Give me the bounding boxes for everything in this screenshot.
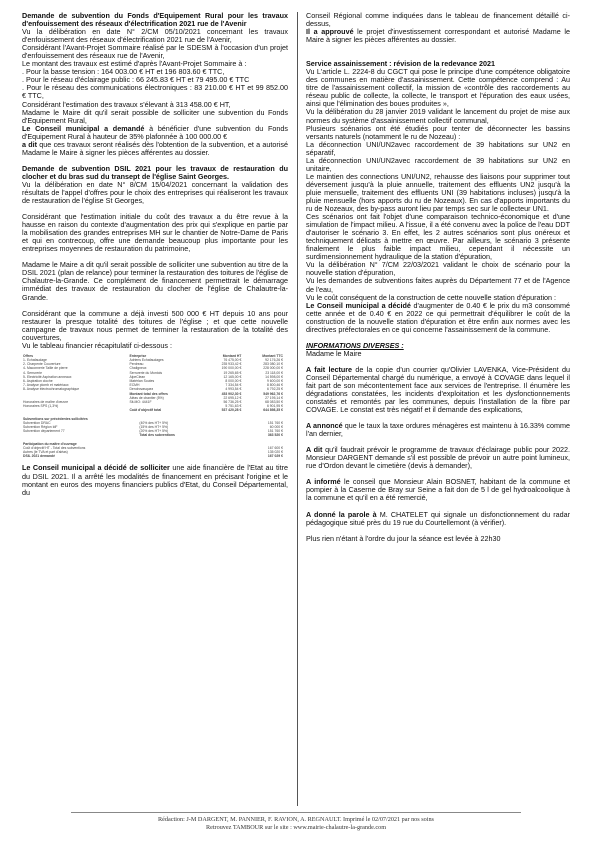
table-row: Subvention département 77 (20% des HT+ 5%) 151 760 € <box>23 429 283 434</box>
info-label: A fait lecture <box>306 364 353 374</box>
paragraph <box>306 302 570 334</box>
table-row: Aléas de chantier (5%) 22 695,12 € 27 195,14 € <box>129 395 283 400</box>
participation-title: Participation du maître d'ouvrage <box>23 441 77 446</box>
paragraph: Le maintien des connections UNI/UN2, rehausse des liaisons pour supprimer tout déversement jusqu'à la pluie annuelle, traitement des effluents UN2 jusqu'à la pluie mensuelle, traitement des effluents UNI (39 habitations incluses) jusqu'à la pluie mensuelle (hors apports du ru de Nozeaux). En cas d'apports importants du ru de Nozeaux, des by-pass auront lieu par temps sec sur le collecteur UN1. <box>306 171 570 214</box>
decision-label: Le Conseil municipal a décidé de solliciter <box>22 463 170 473</box>
paragraph: Vu la délibération en date N° 2/CM 05/10/2021 concernant les travaux d'enfouissement des réseaux d'électrification 2021 rue de l'Avenir, <box>22 27 288 45</box>
paragraph: Vu la délibération du 28 janvier 2019 validant le lancement du projet de mise aux normes du système d'assainissement collectif communal, <box>306 107 570 125</box>
decision-text: une aide financière de l'Etat au titre du DSIL 2021. Il a arrêté les modalités de financement en précisant l'origine et le montant en euros des moyens financiers publics d'Etat, du Conseil Départemental, du <box>22 463 289 497</box>
paragraph: Vu L'article L. 2224-8 du CGCT qui pose le principe d'une compétence obligatoire des communes en matière d'assainissement. Cette compétence comprend : Au titre de l'assainissement collectif, la mission de «contrôle des raccordements au réseau public de collecte, la collecte, le transport et l'épuration des eaux usées, ainsi que l'élimination des boues produites », <box>306 67 570 109</box>
paragraph: La déconnection UNI/UN2avec raccordement de 39 habitations sur UN2 en séparatif, <box>306 139 570 157</box>
paragraph: Vu le tableau financier récapitulatif ci-dessous : <box>22 340 172 350</box>
table-row: Honoraires de maître d'œuvre Sit-MO: 4441F 56 736,25 € 68 083,50 € <box>23 400 283 405</box>
decision-label: a dit <box>22 139 38 149</box>
paragraph: Vu les demandes de subventions faites auprès du Département 77 et de l'Agence de l'eau, <box>306 276 570 294</box>
paragraph <box>306 478 570 502</box>
paragraph <box>306 511 570 527</box>
table-row: 7- Analyse plomb et matériaux ECMH 7 334,54 € 8 800,46 € <box>23 383 283 388</box>
closing-note: Plus rien n'étant à l'ordre du jour la séance est levée à 22h30 <box>306 533 501 543</box>
paragraph <box>306 422 570 438</box>
section-title-assainissement: Service assainissement : révision de la redevance 2021 <box>306 59 495 69</box>
table-row-cout: Coût d'objectif total 537 420,28 € 644 898,35 € <box>129 408 283 413</box>
financial-table <box>22 354 284 459</box>
left-column <box>22 12 288 497</box>
paragraph: Considérant l'estimation des travaux s'élevant à 313 458.00 € HT, <box>22 99 231 109</box>
paragraph <box>306 446 570 470</box>
info-text: M. CHATELET qui signale un disfonctionnement du radar pédagogique situé près du 19 rue du Courtellemont (à vérifier). <box>306 509 571 527</box>
paragraph <box>306 28 570 44</box>
table-row: 1- Echafaudage Adriens Echafaudages 76 475,00 € 92 176,26 € <box>23 357 283 362</box>
paragraph: Vu la délibération N° 7/CM 22/03/2021 validant le choix de scénario pour la nouvelle station d'épuration, <box>306 260 570 278</box>
paragraph: . Pour le réseau des communications électroniques : 83 210.00 € HT et 99 852.00 € TTC, <box>22 83 288 101</box>
decision-label: Le Conseil municipal a décidé <box>306 300 411 310</box>
table-row: 8- Analyse électrochromatographique Dendrovasquez 4 993,54 € 6 792,25 € <box>23 387 283 392</box>
decision-text: que ces travaux seront réalisés dès l'obtention de la subvention, et a autorisé Madame le Maire à signer les pièces afférentes au dossier. <box>22 139 288 157</box>
decision-text: d'augmenter de 0.40 € le prix du m3 consommé cette année et de 0.40 € en 2022 ce qui permettrait d'équilibrer le coût de la construction de la nouvelle station d'épuration et être enfin aux normes avec les directives préfectorales en ce qui concerne l'assainissement de la commune. <box>306 300 570 334</box>
table-header: Entreprise <box>129 353 147 358</box>
section-title-fer: Demande de subvention du Fonds d'Equipement Rural pour les travaux d'enfouissement des réseaux d'électrification 2021 rue de l'Avenir <box>22 11 288 29</box>
info-text: le conseil que Monsieur Alain BOSNET, habitant de la commune et pompier à la Caserne de Bray sur Seine a fait don de 5 l de gel hydroalcoolique à la commune et qu'il en a été remercié, <box>306 477 570 503</box>
info-label: A dit <box>306 445 323 455</box>
paragraph <box>22 141 288 157</box>
info-label: A annoncé <box>306 421 343 431</box>
footer-rule <box>71 812 521 813</box>
decision-text: à bénéficier d'une subvention du Fonds d'Equipement Rural à hauteur de 35% plafonnée à 100 000.00 € <box>22 123 288 141</box>
paragraph: . Pour la basse tension : 164 003.00 € HT et 196 803.60 € TTC, <box>22 67 225 77</box>
decision-text: le projet d'investissement correspondant et autorisé Madame le Maire à signer les pièces afférentes au dossier. <box>306 27 570 45</box>
paragraph <box>306 366 570 414</box>
info-text: qu'il faudrait prévoir le programme de travaux d'éclairage public pour 2022. Monsieur DARGENT demande s'il est possible de prévoir un autre point lumineux, rue d'Ordon devant le cimetière (devis à demander), <box>306 445 570 471</box>
table-header: Offres <box>23 353 33 358</box>
table-row: Subvention Région IdF (15% des HT+ 5%) 60 000 € <box>23 425 283 430</box>
table-row: 4- Maconnerie Taille de pierre Chaligneux 190 000,00 € 228 000,00 € <box>23 366 283 371</box>
right-column <box>306 12 570 543</box>
paragraph: . Pour le réseau d'éclairage public : 66 245.83 € HT et 79 495.00 € TTC <box>22 75 250 85</box>
table-header: Montant TTC <box>262 353 283 358</box>
info-text: de la copie d'un courrier qu'Olivier LAVENKA, Vice-Président du Conseil Départemental chargé du numérique, a envoyé à COVAGE dans lequel il fait part de son mécontentement face aux services de l'entreprise. Il énumère les dégradations constatées, les incidents d'exploitation et les dysfonctionnements constatés et remontés par les communes, depuis l'installation de la fibre par COVAGE. Le constat est très négatif et il demande des explications, <box>306 364 570 415</box>
table-row-dsil: DSIL 2021 demandé 167 029 € <box>23 454 283 459</box>
info-label: A informé <box>306 477 341 487</box>
subsidies-title: Subventions sur précédentes sollicitées <box>23 416 88 421</box>
paragraph <box>22 125 288 141</box>
info-text: que le taux la taxe ordures ménagères est maintenu à 16.33% comme l'an dernier, <box>306 421 570 439</box>
table-row: Coût d'objectif HT - Total des subventions 167 600 € <box>23 445 283 450</box>
paragraph: Considérant que la commune a déjà investi 500 000 € HT depuis 10 ans pour restaurer la presque totalité des toitures de l'église ; et que cette nouvelle campagne de travaux nous permet de terminer la restauration de la totalité des couvertures, <box>22 308 288 342</box>
table-row: 6- Aspiration cloche Matérlan Soutes 8 000,00 € 9 600,00 € <box>23 379 283 383</box>
paragraph: Vu la délibération en date N° 8/CM 15/04/2021 concernant la validation des résultats de l'appel d'offres pour le choix des entreprises qui réaliseront les travaux de restauration de l'église St Georges, <box>22 179 288 206</box>
paragraph: Madame le Maire <box>306 348 362 358</box>
table-row: 4- Serrurerie Serrurerie du Montois 19 265,65 € 23 118,00 € <box>23 370 283 375</box>
table-row: Honoraires SPS (1,3%) 5 751,63 € 6 901,95 € <box>23 404 283 409</box>
footer-website: Retrouvez TAMBOUR sur le site : www.mairie-chalautre-la-grande.com <box>205 823 387 831</box>
paragraph: Plusieurs scénarios ont été étudiés pour tenter de déconnecter les bassins versants naturels (notamment le ru de Nozeau) : <box>306 123 570 141</box>
paragraph: Considérant l'Avant-Projet Sommaire réalisé par le SDESM à l'occasion d'un projet d'enfouissement des réseaux rue de l'Avenir, <box>22 43 288 61</box>
table-row: Subvention DRAC (40% des HT+ 5%) 151 760 € <box>23 420 283 425</box>
table-row-total: Montant total des offres 453 902,30 € 549 962,76 € <box>129 391 283 396</box>
table-header: Montant HT <box>222 353 242 358</box>
paragraph: Ces scénarios ont fait l'objet d'une comparaison technico-économique et d'une simulation de l'impact milieu. A l'issue, il a été convenu avec la police de l'eau DDT d'autoriser le scénario 3. En effet, les 2 autres scénarios sont plus onéreux et techniquement délicats à mettre en œuvre. Par ailleurs, le scénario 3 présente finalement le plus faible impact milieu, cependant il nécessite un surdimensionnement hydraulique de la station d'épuration, <box>306 212 570 262</box>
section-title-informations: INFORMATIONS DIVERSES : <box>306 340 404 350</box>
paragraph: Considérant que l'estimation initiale du coût des travaux a du être revue à la hausse en raison du contexte d'augmentation des prix qui s'explique en partie par la mobilisation des grandes entreprises MH sur le chantier de Notre-Dame de Paris et qui en contrecoup, offre une demande beaucoup plus importante pour les entreprises moyennes de restauration du patrimoine, <box>22 212 288 254</box>
paragraph: Madame le Maire a dit qu'il serait possible de solliciter une subvention au titre de la DSIL 2021 (plan de relance) pour terminer la restauration des toitures de l'église de Chalautre-la-Grande. Ce complément de financement permettrait le démarrage immédiat des travaux de restauration du clocher de l'église de Chalautre-la-Grande. <box>22 260 288 302</box>
paragraph: Madame le Maire dit qu'il serait possible de solliciter une subvention du Fonds d'Equipement Rural, <box>22 107 288 125</box>
paragraph: La déconnection UNI/UN2avec raccordement de 39 habitations sur UN2 en unitaire, <box>306 155 570 173</box>
paragraph: Conseil Régional comme indiquées dans le tableau de financement détaillé ci-dessus, <box>306 11 570 29</box>
column-divider <box>297 12 298 806</box>
paragraph <box>22 464 288 496</box>
info-label: A donné la parole à <box>306 509 377 519</box>
table-row-total: Total des subventions 363 520 € <box>139 433 283 438</box>
page-footer <box>0 812 592 831</box>
table-row: 5- Electricité Aspiration anneaux AlpeClean 12 165,00 € 14 598,00 € <box>23 374 283 379</box>
table-row: Autres (le TVA et part d'aléas) 135 020 € <box>23 450 283 455</box>
decision-label: Il a approuvé <box>306 27 354 37</box>
paragraph: Le montant des travaux est estimé d'après l'Avant-Projet Sommaire à : <box>22 59 247 69</box>
paragraph: Vu le coût conséquent de la construction de cette nouvelle station d'épuration : <box>306 292 557 302</box>
footer-credits: Rédaction: J-M DARGENT, M. PANNIER, F. RAVION, A. REGNAULT. Imprimé le 02/07/2021 par nos soins <box>158 816 434 823</box>
table-row: 2- Charpente Couverture Perdreau 235 933,42 € 283 080,10 € <box>23 362 283 367</box>
decision-label: Le Conseil municipal a demandé <box>22 123 145 133</box>
section-title-dsil: Demande de subvention DSIL 2021 pour les travaux de restauration du clocher et du bras sud du transept de l'église Saint Georges. <box>22 163 288 181</box>
